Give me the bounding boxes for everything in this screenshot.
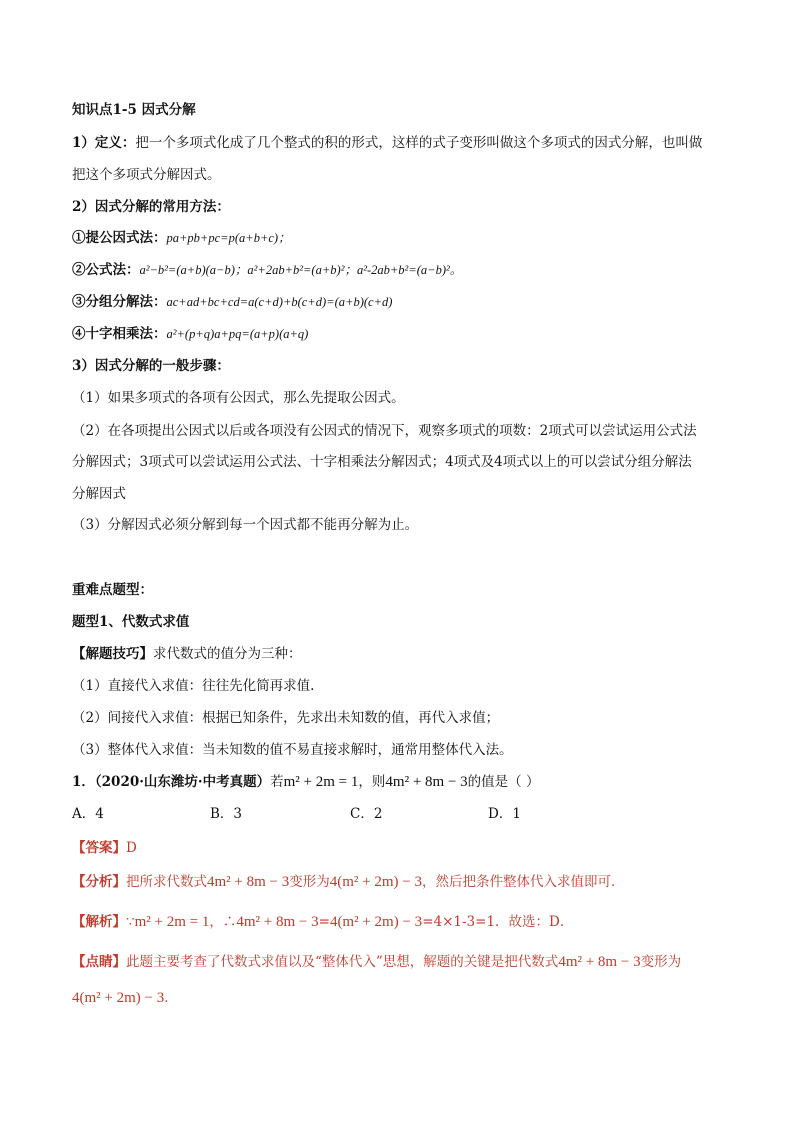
option-a: A．4 [72,806,104,822]
method-4-label: ④十字相乘法： [72,326,167,342]
question-expression: 4m² + 8m − 3 [385,774,468,790]
comment-line-1 [72,952,681,972]
comment-text-2: 变形为 [640,954,682,970]
solution-tail: =4×1-3=1．故选：D． [422,914,574,930]
question-condition: m² + 2m = 1 [283,774,359,790]
method-3-label: ③分组分解法： [72,294,167,310]
question-options [72,804,521,824]
answer-label: 【答案】 [72,840,126,856]
analysis-mid: 变形为 [289,874,330,890]
method-1-formula: pa+pb+pc=p(a+b+c)； [166,231,291,245]
option-b: B．3 [210,806,243,822]
steps-title: 3）因式分解的一般步骤： [72,358,230,374]
solution-expression: 4m² + 8m − 3 [236,914,319,930]
methods-title: 2）因式分解的常用方法： [72,199,230,215]
comment-line-2 [72,988,178,1008]
analysis-pre: 把所求代数式 [126,874,207,890]
definition-text-1: 把一个多项式化成了几个整式的积的形式，这样的式子变形叫做这个多项式的因式分解，也叫做 [135,135,703,151]
method-2-formula: a²−b²=(a+b)(a−b)；a²+2ab+b²=(a+b)²；a²-2ab+b²=(a−b)²。 [139,263,463,277]
method-2-label: ②公式法： [72,262,140,278]
method-3-formula: ac+ad+bc+cd=a(c+d)+b(c+d)=(a+b)(c+d) [166,295,393,309]
question-type-title: 题型1、代数式求值 [72,614,190,630]
difficult-section-title: 重难点题型： [72,582,153,598]
comment-expression: 4m² + 8m − 3 [558,954,641,970]
analysis-post: ，然后把条件整体代入求值即可． [422,874,625,890]
question-mid: ，则 [358,774,386,790]
section-heading: 知识点1-5 因式分解 [72,102,196,118]
solution-label: 【解析】 [72,914,126,930]
tip-label: 【解题技巧】 [72,646,153,662]
method-1 [72,228,291,248]
step-1: （1）如果多项式的各项有公因式，那么先提取公因式。 [72,390,405,406]
tip-text: 求代数式的值分为三种： [153,646,302,662]
solution-condition: m² + 2m = 1 [134,914,210,930]
tip-item-3: （3）整体代入求值：当未知数的值不易直接求解时，通常用整体代入法。 [72,742,513,758]
solution-equals: = [318,914,330,930]
question-pre: 若 [270,774,284,790]
option-d: D．1 [488,806,521,822]
option-c: C．2 [350,806,383,822]
analysis-line [72,872,625,892]
comment-text: 此题主要考查了代数式求值以及“整体代入”思想，解题的关键是把代数式 [126,954,559,970]
step-2-line-3: 分解因式 [72,486,126,502]
analysis-expression-1: 4m² + 8m − 3 [207,874,290,890]
method-1-label: ①提公因式法： [72,230,167,246]
answer-value: D [126,840,137,856]
comment-label: 【点睛】 [72,954,126,970]
step-2-line-1: （2）在各项提出公因式以后或各项没有公因式的情况下，观察多项式的项数：2项式可以尝试运用公式法 [72,423,697,439]
because-symbol: ∵ [126,914,135,930]
tip-line [72,644,302,664]
step-3: （3）分解因式必须分解到每一个因式都不能再分解为止。 [72,517,419,533]
tip-item-1: （1）直接代入求值：往往先化简再求值. [72,678,315,694]
question-post: 的值是（ ） [467,774,540,790]
step-2-line-2: 分解因式；3项式可以尝试运用公式法、十字相乘法分解因式；4项式及4项式以上的可以尝试分组分解法 [72,454,692,470]
definition-line-2: 把这个多项式分解因式。 [72,167,221,183]
analysis-expression-2: 4(m² + 2m) − 3 [329,874,423,890]
solution-expression-2: 4(m² + 2m) − 3 [329,914,423,930]
comment-expression-2: 4(m² + 2m) − 3 [72,990,165,1006]
answer-line [72,838,137,858]
method-4 [72,324,308,344]
tip-item-2: （2）间接代入求值：根据已知条件，先求出未知数的值，再代入求值； [72,710,500,726]
definition-line-1 [72,133,702,153]
comment-end: ． [164,990,178,1006]
question-stem [72,772,539,792]
question-source: （2020·山东潍坊·中考真题） [94,774,271,790]
question-number: 1． [72,774,95,790]
definition-label: 1）定义： [72,135,136,151]
therefore-symbol: ，∴ [209,914,237,930]
analysis-label: 【分析】 [72,874,126,890]
solution-line [72,912,573,932]
method-4-formula: a²+(p+q)a+pq=(a+p)(a+q) [166,327,309,341]
method-2 [72,260,462,280]
method-3 [72,292,392,312]
